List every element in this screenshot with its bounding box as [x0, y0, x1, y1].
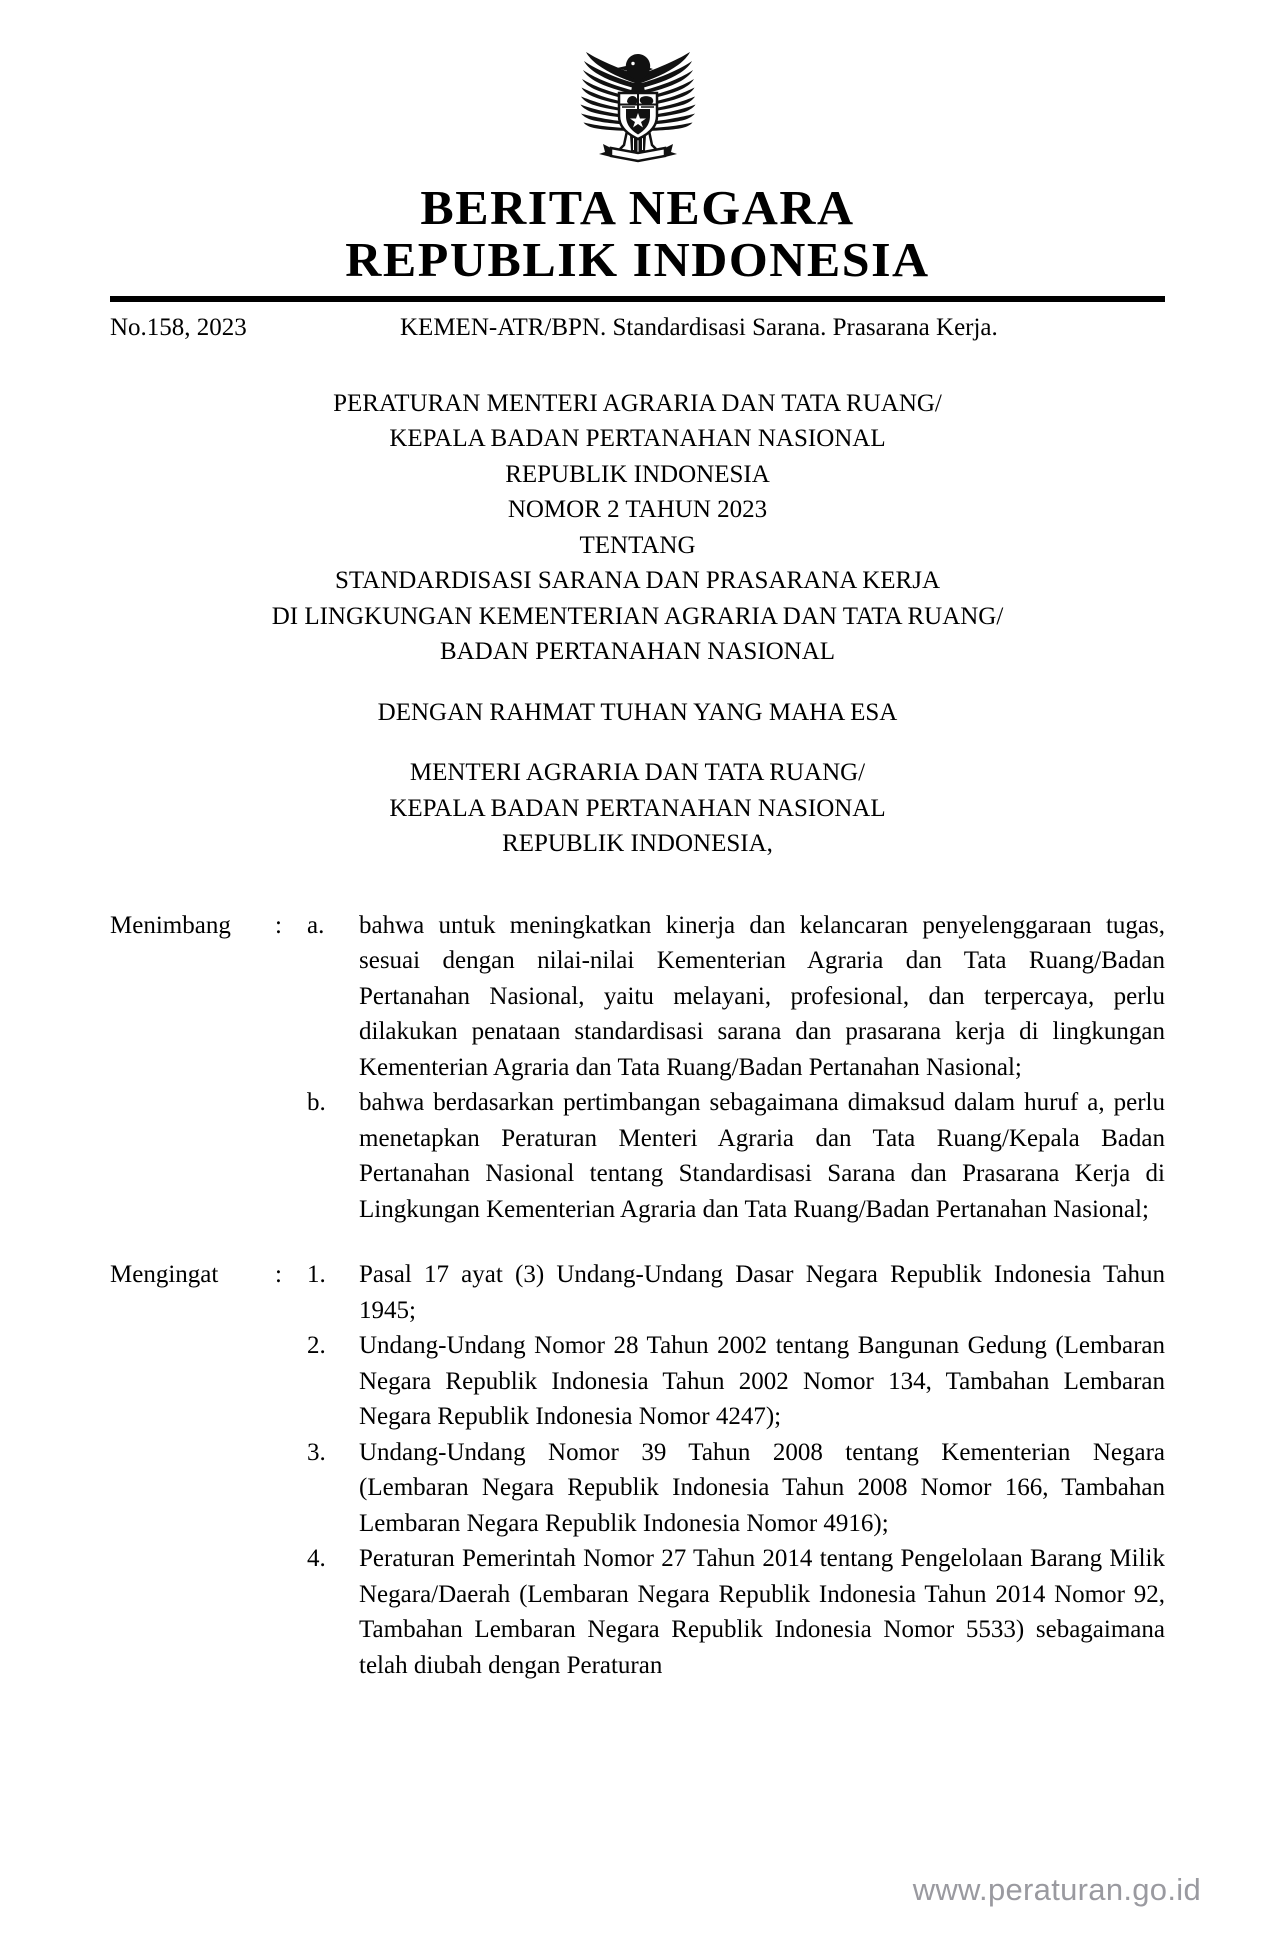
mengingat-items — [307, 1257, 1165, 1683]
menimbang-colon: : — [275, 911, 282, 939]
list-item-text: bahwa untuk meningkatkan kinerja dan kelancaran penyelenggaraan tugas, sesuai dengan nilai-nilai Kementerian Agraria dan Tata Ruang/Badan Pertanahan Nasional, yaitu melayani, profesional, dan terpercaya, perlu dilakukan penataan standardisasi sarana dan prasarana kerja di lingkungan Kementerian Agraria dan Tata Ruang/Badan Pertanahan Nasional; — [359, 911, 1165, 1081]
masthead — [0, 0, 1275, 286]
footer-watermark: www.peraturan.go.id — [912, 1872, 1201, 1907]
garuda-pancasila-emblem-icon — [563, 24, 713, 176]
list-item-marker: 4. — [307, 1545, 326, 1573]
list-item — [307, 1435, 1165, 1542]
list-item — [307, 1328, 1165, 1435]
list-item-marker: 1. — [307, 1261, 326, 1289]
list-item — [307, 908, 1165, 1086]
title-line-6: STANDARDISASI SARANA DAN PRASARANA KERJA — [334, 567, 941, 595]
document-subject: KEMEN-ATR/BPN. Standardisasi Sarana. Prasarana Kerja. — [400, 313, 998, 341]
list-item-marker: 3. — [307, 1438, 326, 1466]
signatory-line-2: KEPALA BADAN PERTANAHAN NASIONAL — [389, 794, 886, 822]
document-meta — [110, 311, 1165, 344]
title-line-1: PERATURAN MENTERI AGRARIA DAN TATA RUANG/ — [333, 389, 942, 417]
signatory-line-1: MENTERI AGRARIA DAN TATA RUANG/ — [409, 759, 866, 787]
title-line-2: KEPALA BADAN PERTANAHAN NASIONAL — [389, 425, 886, 453]
title-line-5: TENTANG — [579, 531, 696, 559]
title-line-7: DI LINGKUNGAN KEMENTERIAN AGRARIA DAN TATA RUANG/ — [271, 602, 1004, 630]
mengingat-label: Mengingat — [110, 1261, 219, 1289]
list-item-marker: a. — [307, 911, 325, 939]
mengingat-section — [110, 1257, 1165, 1683]
title-line-3: REPUBLIK INDONESIA — [505, 460, 770, 488]
menimbang-label: Menimbang — [110, 911, 231, 939]
masthead-title-line2: REPUBLIK INDONESIA — [345, 231, 930, 287]
signatory-line-3: REPUBLIK INDONESIA, — [502, 830, 773, 858]
menimbang-section — [110, 908, 1165, 1228]
clauses-container — [110, 908, 1165, 1684]
list-item-text: Peraturan Pemerintah Nomor 27 Tahun 2014 tentang Pengelolaan Barang Milik Negara/Daerah (Lembaran Negara Republik Indonesia Tahun 2014 Nomor 92, Tambahan Lembaran Negara Republik Indonesia Nomor 5533) sebagaimana telah diubah dengan Peraturan — [359, 1545, 1165, 1679]
document-number: No.158, 2023 — [110, 313, 247, 341]
masthead-title-line1: BERITA NEGARA — [420, 180, 855, 235]
title-line-8: BADAN PERTANAHAN NASIONAL — [439, 638, 836, 666]
title-line-4: NOMOR 2 TAHUN 2023 — [507, 496, 768, 524]
list-item — [307, 1257, 1165, 1328]
masthead-title — [0, 182, 1275, 286]
masthead-divider — [110, 296, 1165, 302]
list-item-marker: 2. — [307, 1332, 326, 1360]
list-item — [307, 1085, 1165, 1227]
list-item-text: Pasal 17 ayat (3) Undang-Undang Dasar Negara Republik Indonesia Tahun 1945; — [359, 1261, 1165, 1324]
mengingat-colon: : — [275, 1261, 282, 1289]
title-spacer-2 — [0, 730, 1275, 755]
list-item — [307, 1541, 1165, 1683]
blessing-line: DENGAN RAHMAT TUHAN YANG MAHA ESA — [377, 698, 898, 726]
list-item-text: bahwa berdasarkan pertimbangan sebagaimana dimaksud dalam huruf a, perlu menetapkan Peraturan Menteri Agraria dan Tata Ruang/Kepala Badan Pertanahan Nasional tentang Standardisasi Sarana dan Prasarana Kerja di Lingkungan Kementerian Agraria dan Tata Ruang/Badan Pertanahan Nasional; — [359, 1089, 1165, 1223]
list-item-marker: b. — [307, 1089, 326, 1117]
list-item-text: Undang-Undang Nomor 28 Tahun 2002 tentang Bangunan Gedung (Lembaran Negara Republik Indonesia Tahun 2002 Nomor 134, Tambahan Lembaran Negara Republik Indonesia Nomor 4247); — [359, 1332, 1165, 1431]
list-item-text: Undang-Undang Nomor 39 Tahun 2008 tentang Kementerian Negara (Lembaran Negara Republik Indonesia Tahun 2008 Nomor 166, Tambahan Lembaran Negara Republik Indonesia Nomor 4916); — [359, 1438, 1165, 1537]
regulation-title-block — [0, 386, 1275, 862]
menimbang-items — [307, 908, 1165, 1228]
title-spacer-1 — [0, 670, 1275, 695]
